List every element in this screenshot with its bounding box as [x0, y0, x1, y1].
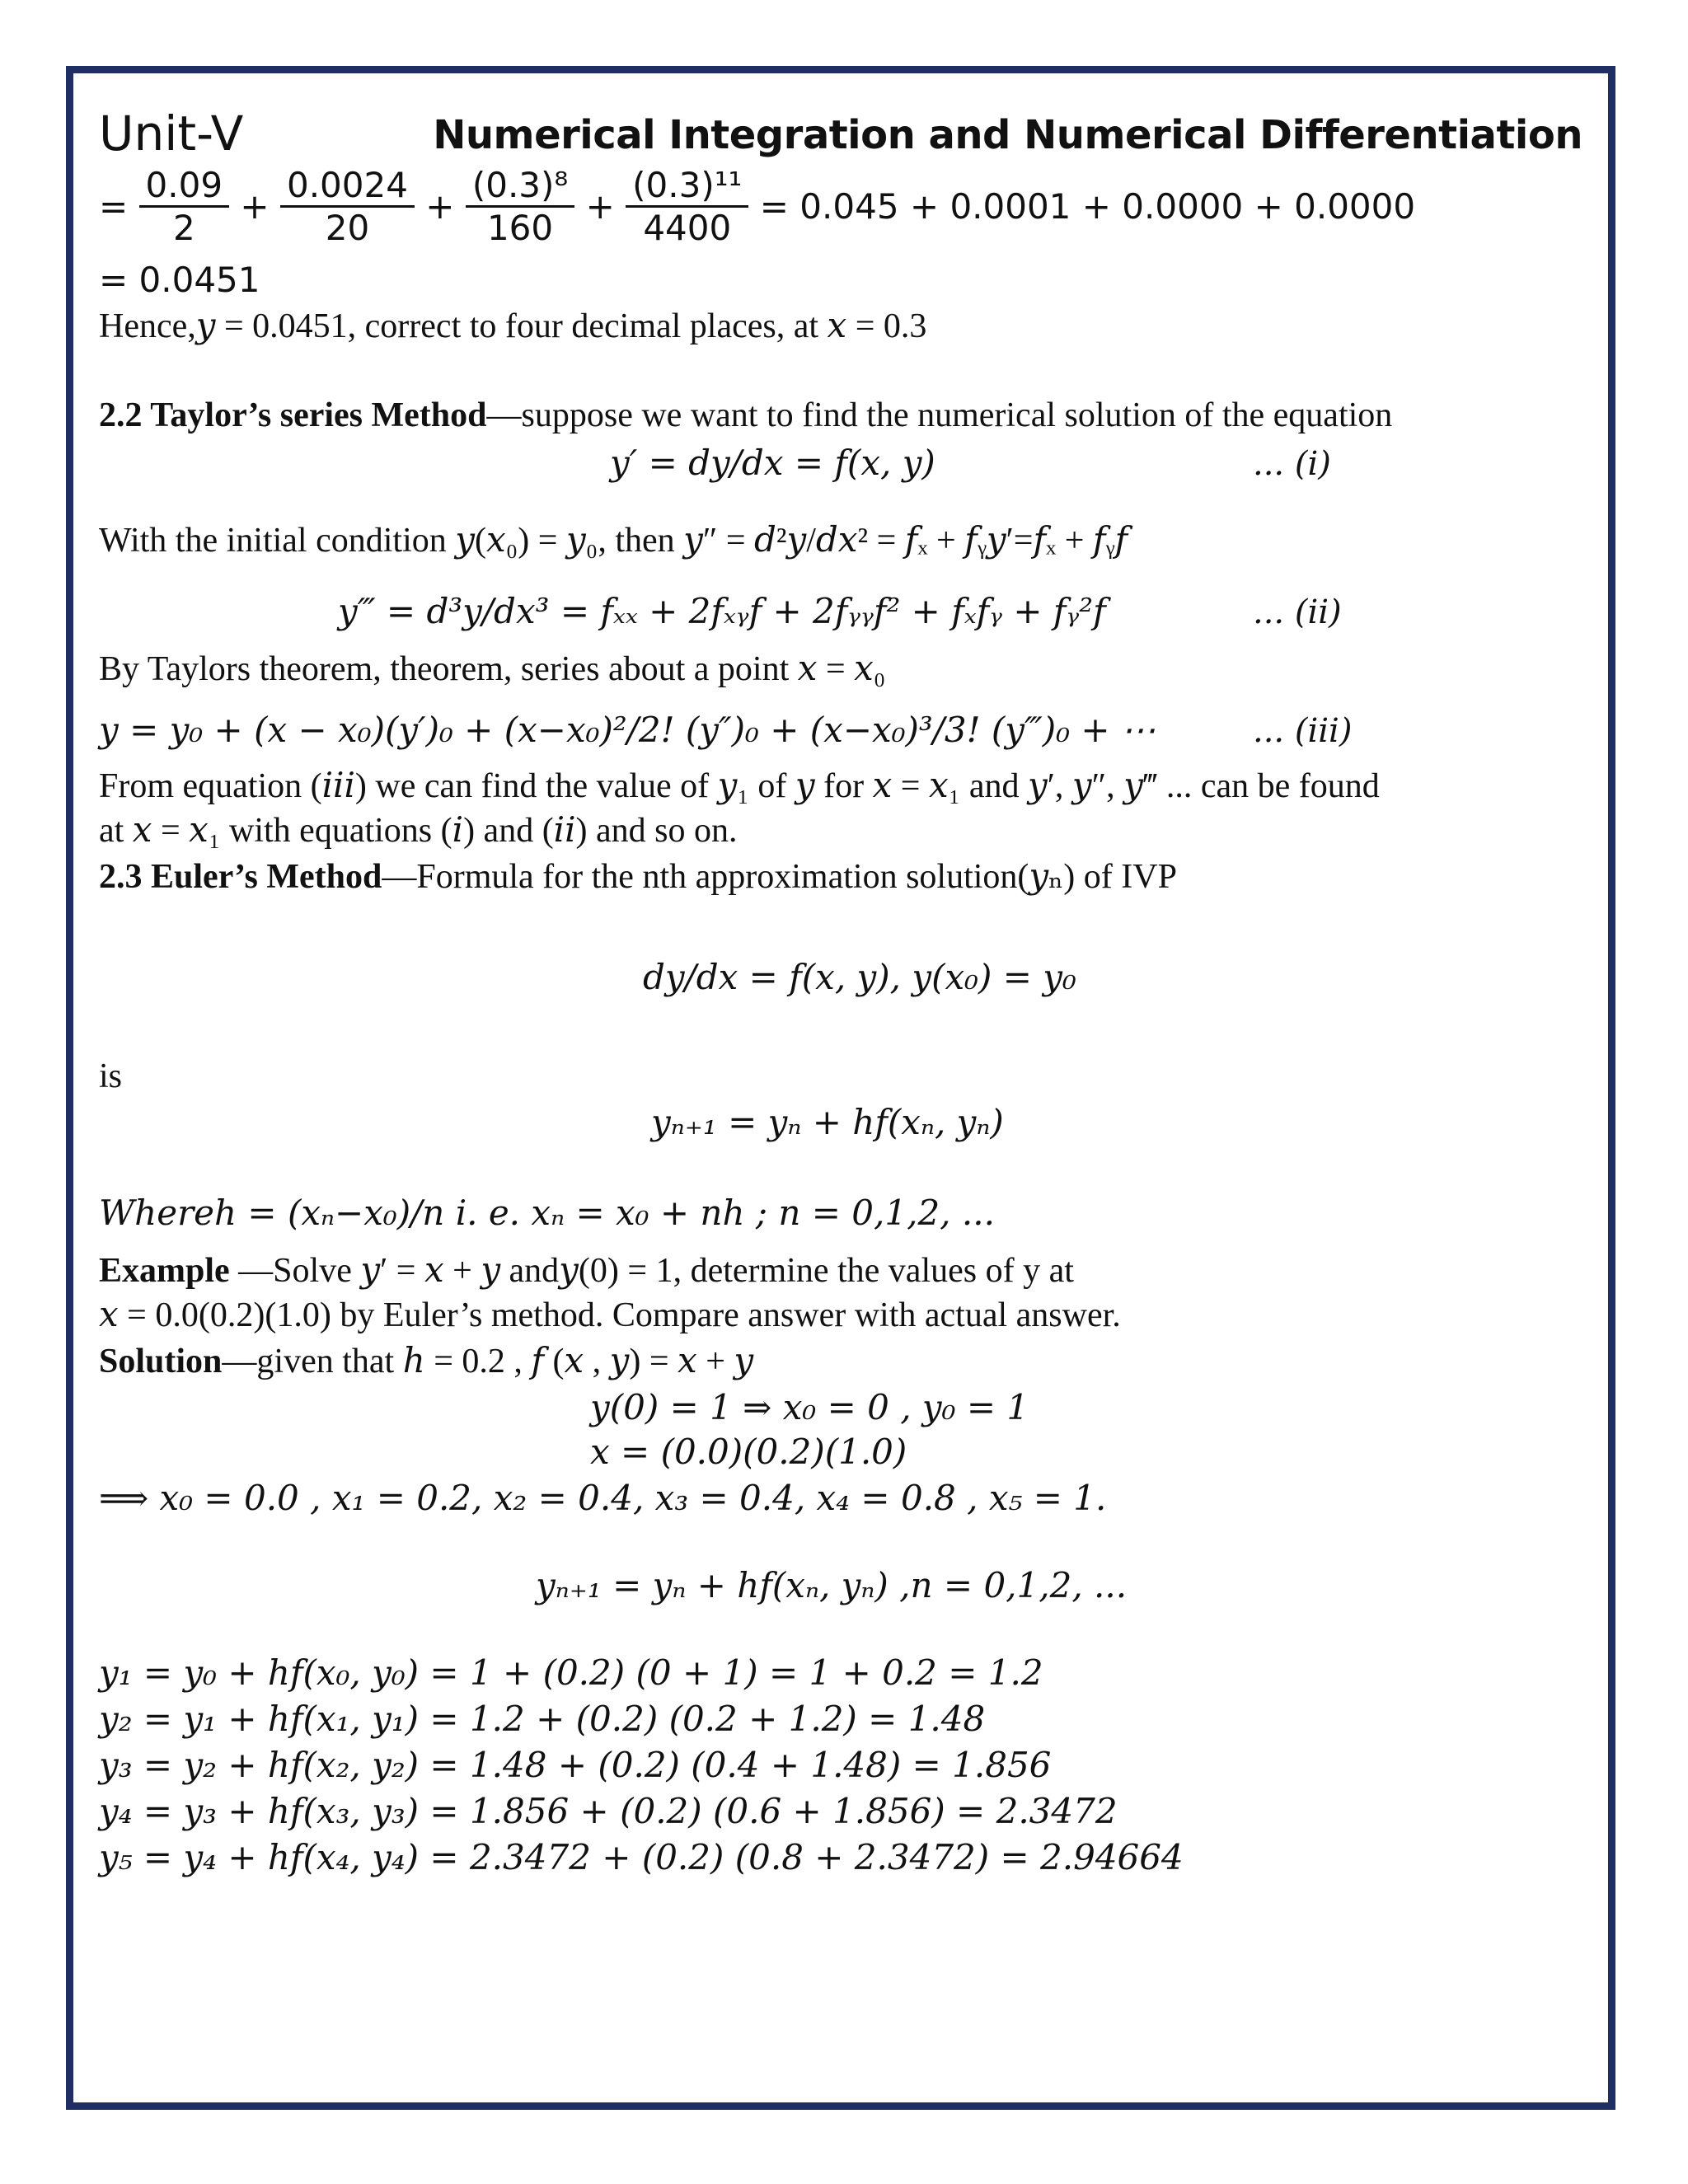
eq-number-ii: ... (𝑖𝑖)	[1253, 593, 1342, 631]
euler-row: 𝑦₂ = 𝑦₁ + ℎ𝑓(𝑥₁, 𝑦₁) = 1.2 + (0.2) (0.2 + 1.2) = 1.48	[99, 1699, 986, 1739]
taylor-heading-line: 2.2 Taylor’s series Method—suppose we want to find the numerical solution of the equation	[99, 396, 1393, 434]
solution-line: Solution—given that ℎ = 0.2 , 𝑓 (𝑥 , 𝑦) = 𝑥 + 𝑦	[99, 1343, 754, 1380]
taylor-eq-1: 𝑦′ = 𝑑𝑦/𝑑𝑥 = 𝑓(𝑥, 𝑦)	[610, 443, 935, 483]
euler-row: 𝑦₁ = 𝑦₀ + ℎ𝑓(𝑥₀, 𝑦₀) = 1 + (0.2) (0 + 1) = 1 + 0.2 = 1.2	[99, 1652, 1043, 1693]
euler-formula: 𝑦ₙ₊₁ = 𝑦ₙ + ℎ𝑓(𝑥ₙ, 𝑦ₙ)	[651, 1102, 1004, 1142]
solution-step-4: 𝑦ₙ₊₁ = 𝑦ₙ + ℎ𝑓(𝑥ₙ, 𝑦ₙ) ,𝑛 = 0,1,2, ...	[536, 1565, 1128, 1605]
eq-number-iii: ... (𝑖𝑖𝑖)	[1253, 712, 1353, 750]
page-title: Numerical Integration and Numerical Differentiation	[433, 112, 1582, 158]
solution-step-1: 𝑦(0) = 1 ⇒ 𝑥₀ = 0 , 𝑦₀ = 1	[590, 1387, 1029, 1427]
initial-condition-line: With the initial condition 𝑦(𝑥₀) = 𝑦₀, then 𝑦″ = 𝑑²𝑦/𝑑𝑥² = 𝑓ₓ + 𝑓ᵧ𝑦′=𝑓ₓ + 𝑓ᵧ𝑓	[99, 522, 1128, 560]
ivp-equation: 𝑑𝑦/𝑑𝑥 = 𝑓(𝑥, 𝑦), 𝑦(𝑥₀) = 𝑦₀	[643, 957, 1076, 997]
taylor-eq-2: 𝑦‴ = 𝑑³𝑦/𝑑𝑥³ = 𝑓ₓₓ + 2𝑓ₓᵧ𝑓 + 2𝑓ᵧᵧ𝑓² + 𝑓ₓ𝑓ᵧ + 𝑓ᵧ²𝑓	[338, 591, 1106, 631]
example-line-2: 𝑥 = 0.0(0.2)(1.0) by Euler’s method. Compare answer with actual answer.	[99, 1296, 1121, 1334]
unit-label: Unit-V	[99, 105, 244, 162]
calc-result: = 0.0451	[99, 260, 260, 300]
solution-step-2: 𝑥 = (0.0)(0.2)(1.0)	[590, 1432, 907, 1472]
euler-row: 𝑦₅ = 𝑦₄ + ℎ𝑓(𝑥₄, 𝑦₄) = 2.3472 + (0.2) (0.8 + 2.3472) = 2.94664	[99, 1837, 1184, 1877]
is-text: is	[99, 1057, 123, 1095]
solution-step-3: ⟹ 𝑥₀ = 0.0 , 𝑥₁ = 0.2, 𝑥₂ = 0.4, 𝑥₃ = 0.4, 𝑥₄ = 0.8 , 𝑥₅ = 1.	[99, 1478, 1107, 1518]
taylor-eq-3: 𝑦 = 𝑦₀ + (𝑥 − 𝑥₀)(𝑦′)₀ + (𝑥−𝑥₀)²/2! (𝑦″)₀ + (𝑥−𝑥₀)³/3! (𝑦‴)₀ + ⋯	[99, 710, 1156, 750]
example-line: Example —Solve 𝑦′ = 𝑥 + 𝑦 and𝑦(0) = 1, determine the values of y at	[99, 1252, 1074, 1290]
taylor-theorem-line: By Taylors theorem, theorem, series about a point 𝑥 = 𝑥₀	[99, 650, 886, 688]
where-h-line: Whereℎ = (𝑥ₙ−𝑥₀)/𝑛 𝑖. 𝑒. 𝑥ₙ = 𝑥₀ + 𝑛ℎ ; 𝑛 = 0,1,2, ...	[99, 1193, 995, 1233]
hence-line: Hence,𝑦 = 0.0451, correct to four decimal places, at 𝑥 = 0.3	[99, 307, 927, 345]
from-equation-line: From equation (𝑖𝑖𝑖) we can find the value of 𝑦₁ of 𝑦 for 𝑥 = 𝑥₁ and 𝑦′, 𝑦″, 𝑦‴ ... can be found	[99, 767, 1380, 805]
euler-row: 𝑦₃ = 𝑦₂ + ℎ𝑓(𝑥₂, 𝑦₂) = 1.48 + (0.2) (0.4 + 1.48) = 1.856	[99, 1745, 1052, 1785]
euler-heading-line: 2.3 Euler’s Method—Formula for the nth approximation solution(𝑦ₙ) of IVP	[99, 858, 1177, 896]
at-x-line: at 𝑥 = 𝑥₁ with equations (𝑖) and (𝑖𝑖) and so on.	[99, 812, 738, 850]
euler-row: 𝑦₄ = 𝑦₃ + ℎ𝑓(𝑥₃, 𝑦₃) = 1.856 + (0.2) (0.6 + 1.856) = 2.3472	[99, 1791, 1118, 1831]
eq-number-i: ... (𝑖)	[1253, 445, 1331, 483]
top-calc-line: = $\frac{0.09}{2}$ + $\frac{0.0024}{20}$ + $\frac{\text{(0.3)⁸}}{160}$ + $\frac{\text{(0.3)¹¹}}{4400}$ = 0.045 + 0.0001 + 0.0000 + 0.0000	[99, 165, 1416, 248]
